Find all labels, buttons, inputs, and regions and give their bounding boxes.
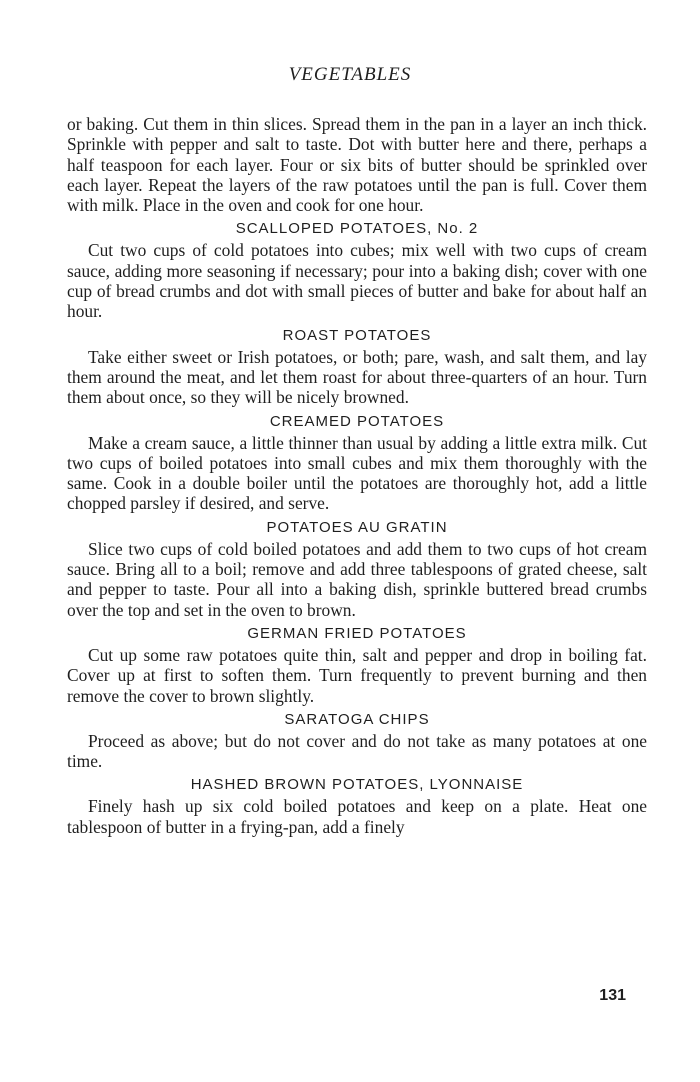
recipe-text-creamed-potatoes: Make a cream sauce, a little thinner than usual by adding a little extra milk. Cut two cups of boiled potatoes into small cubes and mix them thoroughly with the same. Cook in a double boiler until the potatoes are thoroughly hot, add a little chopped parsley if desired, and serve. <box>67 432 647 514</box>
recipe-text-saratoga-chips: Proceed as above; but do not cover and do not take as many potatoes at one time. <box>67 730 647 772</box>
continued-paragraph: or baking. Cut them in thin slices. Spread them in the pan in a layer an inch thick. Sprinkle with pepper and salt to taste. Dot with butter here and there, perhaps a half teaspoon for each layer. Four or six bits of butter should be sprinkled over each layer. Repeat the layers of the raw potatoes until the pan is full. Cover them with milk. Place in the oven and cook for one hour. <box>67 114 647 216</box>
recipe-text-potatoes-au-gratin: Slice two cups of cold boiled potatoes and add them to two cups of hot cream sauce. Bring all to a boil; remove and add three tablespoons of grated cheese, salt and pepper to taste. Pour all into a baking dish, sprinkle buttered bread crumbs over the top and set in the oven to brown. <box>67 538 647 620</box>
recipe-heading-roast-potatoes: ROAST POTATOES <box>282 326 432 344</box>
running-head: VEGETABLES <box>288 64 412 85</box>
recipe-text-roast-potatoes: Take either sweet or Irish potatoes, or both; pare, wash, and salt them, and lay them around the meat, and let them roast for about three-quarters of an hour. Turn them about once, so they will be nicely browned. <box>67 346 647 408</box>
recipe-heading-german-fried-potatoes: GERMAN FRIED POTATOES <box>247 624 467 642</box>
recipe-text-german-fried-potatoes: Cut up some raw potatoes quite thin, salt and pepper and drop in boiling fat. Cover up at first to soften them. Turn frequently to prevent burning and then remove the cover to brown slightly. <box>67 644 647 706</box>
recipe-text-hashed-brown-potatoes: Finely hash up six cold boiled potatoes and keep on a plate. Heat one tablespoon of butter in a frying-pan, add a finely <box>67 796 647 837</box>
recipe-heading-creamed-potatoes: CREAMED POTATOES <box>269 412 445 430</box>
page-number: 131 <box>599 987 626 1004</box>
recipe-heading-saratoga-chips: SARATOGA CHIPS <box>284 710 430 728</box>
recipe-text-scalloped-potatoes-no2: Cut two cups of cold potatoes into cubes; mix well with two cups of cream sauce, adding more seasoning if necessary; pour into a baking dish; cover with one cup of bread crumbs and dot with small pieces of butter and bake for about half an hour. <box>67 240 647 322</box>
page-body <box>67 114 647 837</box>
recipe-heading-hashed-brown-potatoes: HASHED BROWN POTATOES, LYONNAISE <box>190 776 524 794</box>
recipe-heading-potatoes-au-gratin: POTATOES AU GRATIN <box>266 518 448 536</box>
recipe-heading-scalloped-potatoes-no2: SCALLOPED POTATOES, No. 2 <box>235 220 479 238</box>
